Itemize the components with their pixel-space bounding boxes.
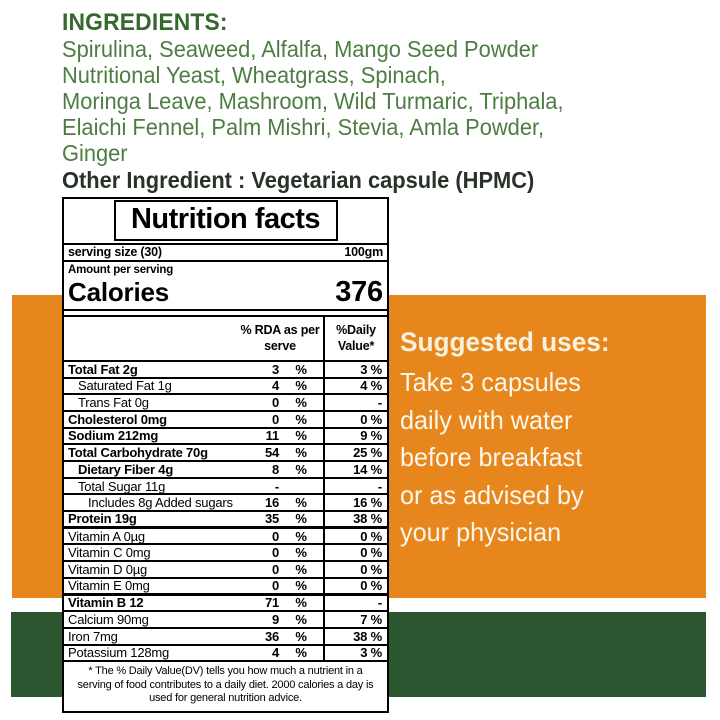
daily-value: 0 % [323,529,387,544]
percent-sign: % [295,561,307,577]
nutrient-label: Total Fat 2g [68,361,138,377]
nutrient-label: Total Sugar 11g [78,478,166,494]
ingredient-line: Nutritional Yeast, Wheatgrass, Spinach, [62,62,446,88]
nutrient-label: Includes 8g Added sugars [88,495,233,511]
rda-value: 54 [264,445,279,461]
nutrient-label: Vitamin B 12 [68,595,144,611]
daily-value: 9 % [323,429,387,444]
nutrient-label: Cholesterol 0mg [68,411,167,427]
nutrient-row [64,596,387,613]
daily-value: - [323,596,387,611]
suggested-uses-line: your physician [400,517,562,547]
nutrient-label: Vitamin E 0mg [68,578,150,594]
nutrient-row [64,479,387,496]
rda-value: - [274,478,279,494]
percent-sign: % [295,445,307,461]
suggested-uses-section [400,326,681,552]
nutrient-row [64,379,387,396]
nutrition-title: Nutrition facts [114,200,338,241]
column-header-row [64,317,387,362]
ingredients-section [62,9,594,194]
rda-value: 0 [271,578,279,594]
ingredient-line: Spirulina, Seaweed, Alfalfa, Mango Seed Powder [62,36,539,62]
nutrient-row [64,579,387,596]
daily-value: 4 % [323,379,387,394]
nutrient-label: Protein 19g [68,511,137,527]
daily-value: 38 % [323,512,387,526]
suggested-uses-line: daily with water [400,404,573,435]
rda-value: 0 [271,411,279,427]
percent-sign: % [295,378,307,394]
suggested-uses-line: Take 3 capsules [400,367,581,397]
percent-sign: % [295,461,307,477]
nutrient-row [64,445,387,462]
nutrient-row [64,395,387,412]
nutrient-label: Saturated Fat 1g [78,378,172,394]
daily-value: 14 % [323,462,387,477]
daily-value: 0 % [323,579,387,593]
rda-value: 0 [271,561,279,577]
nutrient-label: Calcium 90mg [68,612,149,628]
suggested-uses-line: before breakfast [400,442,583,472]
rda-value: 35 [264,511,279,527]
percent-sign: % [295,411,307,427]
percent-sign: % [295,578,307,594]
rda-value: 16 [264,495,279,511]
daily-value: 16 % [323,495,387,510]
rda-value: 8 [271,461,279,477]
nutrient-label: Dietary Fiber 4g [78,461,174,477]
percent-sign: % [295,511,307,527]
daily-value: 3 % [323,362,387,377]
nutrition-facts-table [62,197,389,713]
calories-value: 376 [335,275,383,308]
nutrient-row [64,462,387,479]
ingredient-line: Ginger [62,140,128,166]
percent-sign: % [295,528,307,544]
daily-value: 38 % [323,629,387,644]
rda-value: 0 [271,528,279,544]
daily-value-footnote: * The % Daily Value(DV) tells you how much a nutrient in a serving of food contributes to a daily diet. 2000 calories a day is used for general nutrition advice. [77,665,374,705]
serving-size-label: serving size (30) [68,244,162,259]
percent-sign: % [295,628,307,644]
nutrient-label: Iron 7mg [68,628,118,644]
percent-sign: % [295,495,307,511]
rda-value: 11 [265,428,279,444]
rda-value: 9 [271,612,279,628]
daily-value: 25 % [323,445,387,460]
nutrient-row [64,512,387,529]
ingredients-heading: INGREDIENTS: [62,9,228,36]
rda-value: 36 [264,628,279,644]
nutrient-row [64,362,387,379]
calories-label: Calories [68,276,170,307]
rda-value: 3 [271,361,279,377]
daily-value: 0 % [323,412,387,427]
nutrient-row [64,495,387,512]
percent-sign: % [295,595,307,611]
daily-value: 0 % [323,562,387,577]
ingredient-line: Moringa Leave, Mashroom, Wild Turmaric, Triphala, [62,88,564,114]
percent-sign: % [295,361,307,377]
percent-sign: % [295,545,307,561]
rda-value: 0 [271,395,279,411]
daily-value: - [323,395,387,410]
suggested-uses-heading: Suggested uses: [400,327,610,357]
nutrient-label: Vitamin A 0µg [68,528,145,544]
rda-value: 4 [271,645,279,661]
nutrient-label: Vitamin D 0µg [68,561,148,577]
nutrient-row [64,612,387,629]
amount-per-serving-label: Amount per serving [68,263,174,276]
calories-section [64,262,387,311]
nutrient-row [64,412,387,429]
nutrient-label: Total Carbohydrate 70g [68,445,208,461]
percent-sign: % [295,428,307,444]
nutrient-row [64,646,387,663]
serving-size-value: 100gm [344,244,383,259]
nutrient-row [64,562,387,579]
rda-column-header: % RDA as per serve [240,323,320,354]
nutrient-row [64,529,387,546]
rda-value: 71 [264,595,279,611]
nutrient-row [64,429,387,446]
nutrient-grid [64,315,387,711]
suggested-uses-line: or as advised by [400,479,584,510]
daily-value: 3 % [323,646,387,661]
percent-sign: % [295,645,307,661]
serving-size-row [64,243,387,262]
nutrient-label: Trans Fat 0g [78,395,149,411]
daily-value-column-header: %Daily Value* [323,317,387,360]
ingredient-line: Elaichi Fennel, Palm Mishri, Stevia, Amla Powder, [62,114,545,140]
daily-value: 0 % [323,545,387,560]
percent-sign: % [295,612,307,628]
daily-value: 7 % [323,612,387,627]
nutrient-label: Sodium 212mg [68,428,159,444]
rda-value: 0 [271,545,279,561]
rda-value: 4 [271,378,279,394]
nutrient-row [64,629,387,646]
other-ingredient: Other Ingredient : Vegetarian capsule (HPMC) [62,167,535,193]
nutrient-label: Potassium 128mg [68,645,170,661]
nutrient-label: Vitamin C 0mg [68,545,151,561]
daily-value: - [323,479,387,494]
percent-sign: % [295,395,307,411]
nutrient-row [64,545,387,562]
